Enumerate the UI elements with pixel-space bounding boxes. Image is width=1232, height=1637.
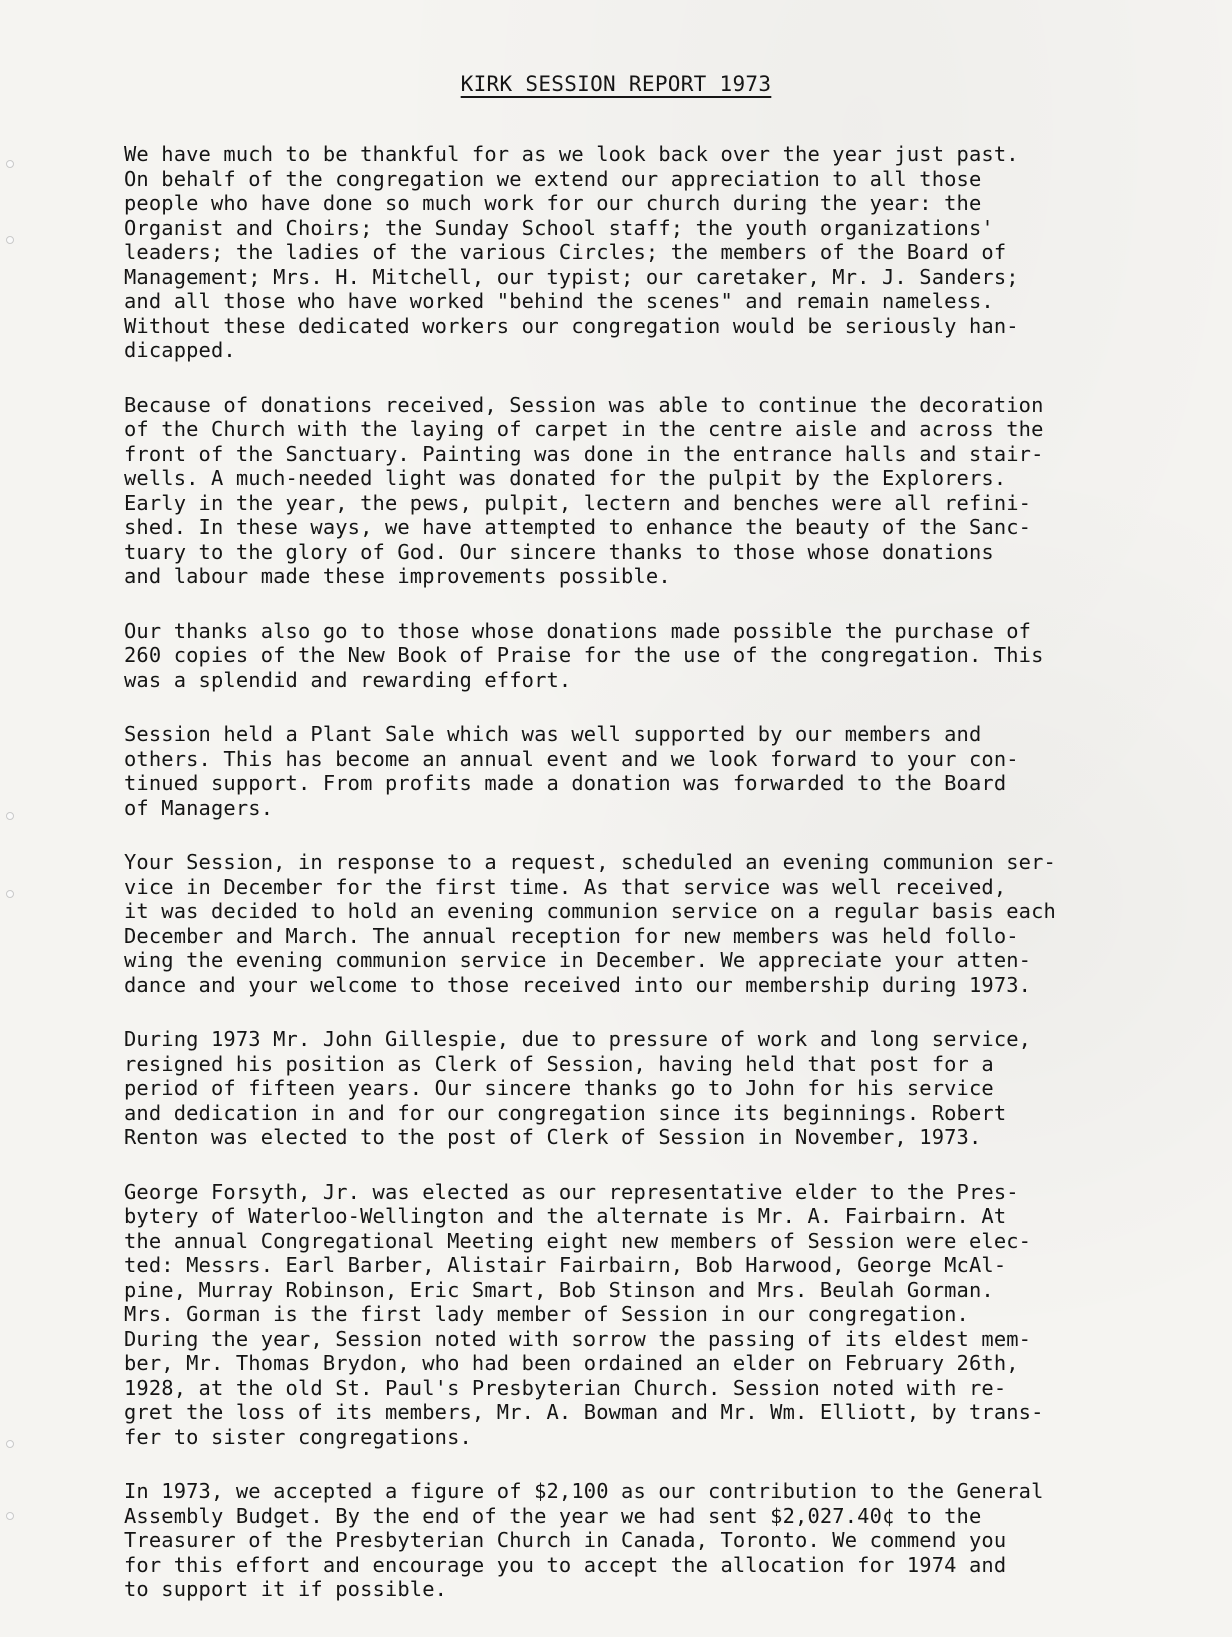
margin-punch-mark [6,160,14,168]
paragraph-line: Our thanks also go to those whose donations made possible the purchase of [124,618,1032,643]
report-paragraph [124,393,1124,589]
paragraph-line: fer to sister congregations. [124,1424,472,1449]
margin-punch-mark [6,1440,14,1448]
document-title: KIRK SESSION REPORT 1973 [460,72,772,96]
paragraph-line: others. This has become an annual event and we look forward to your con- [124,746,1019,771]
paragraph-line: 260 copies of the New Book of Praise for the use of the congregation. This [124,643,1044,667]
paragraph-line: for this effort and encourage you to accept the allocation for 1974 and [124,1552,1007,1577]
paragraph-line: During the year, Session noted with sorrow the passing of its eldest mem- [124,1326,1032,1351]
margin-punch-mark [6,1512,14,1520]
paragraph-line: dance and your welcome to those received into our membership during 1973. [124,972,1032,997]
margin-punch-mark [6,890,14,898]
paragraph-line: tuary to the glory of God. Our sincere thanks to those whose donations [124,539,994,564]
paragraph-line: wing the evening communion service in December. We appreciate your atten- [124,948,1032,972]
paragraph-line: leaders; the ladies of the various Circles; the members of the Board of [124,240,1007,264]
paragraph-line: Session held a Plant Sale which was well supported by our members and [124,722,982,746]
paragraph-line: period of fifteen years. Our sincere thanks go to John for his service [124,1076,994,1100]
paragraph-line: Without these dedicated workers our congregation would be seriously han- [124,313,1019,338]
paragraph-line: front of the Sanctuary. Painting was done in the entrance halls and stair- [124,441,1044,466]
paragraph-line: to support it if possible. [124,1577,448,1601]
paragraph-line: and dedication in and for our congregation since its beginnings. Robert [124,1100,1007,1125]
report-paragraph [124,850,1124,997]
paragraph-line: George Forsyth, Jr. was elected as our representative elder to the Pres- [124,1179,1019,1204]
paragraph-line: of the Church with the laying of carpet in the centre aisle and across the [124,417,1044,441]
paragraph-line: We have much to be thankful for as we look back over the year just past. [124,142,1019,166]
paragraph-line: wells. A much-needed light was donated for the pulpit by the Explorers. [124,466,1007,490]
paragraph-line: Because of donations received, Session was able to continue the decoration [124,392,1044,417]
paragraph-line: Early in the year, the pews, pulpit, lectern and benches were all refini- [124,490,1032,515]
paragraph-line: pine, Murray Robinson, Eric Smart, Bob Stinson and Mrs. Beulah Gorman. [124,1277,994,1302]
report-body [124,142,1124,1632]
report-paragraph [124,619,1124,693]
report-paragraph [124,722,1124,820]
paragraph-line: Renton was elected to the post of Clerk of Session in November, 1973. [124,1125,982,1149]
paragraph-line: the annual Congregational Meeting eight new members of Session were elec- [124,1228,1032,1253]
paragraph-line: was a splendid and rewarding effort. [124,667,572,692]
document-title-wrap [0,72,1232,96]
margin-punch-mark [6,236,14,244]
paragraph-line: vice in December for the first time. As that service was well received, [124,874,1007,899]
paragraph-line: it was decided to hold an evening communion service on a regular basis each [124,899,1056,923]
paragraph-line: Assembly Budget. By the end of the year we had sent $2,027.40¢ to the [124,1503,982,1528]
paragraph-line: Mrs. Gorman is the first lady member of Session in our congregation. [124,1302,969,1326]
report-paragraph [124,142,1124,363]
report-paragraph [124,1180,1124,1450]
paragraph-line: dicapped. [124,338,236,362]
paragraph-line: Your Session, in response to a request, scheduled an evening communion ser- [124,850,1056,874]
paragraph-line: Management; Mrs. H. Mitchell, our typist; our caretaker, Mr. J. Sanders; [124,264,1019,289]
paragraph-line: ted: Messrs. Earl Barber, Alistair Fairbairn, Bob Harwood, George McAl- [124,1253,1007,1277]
paragraph-line: of Managers. [124,795,274,820]
paragraph-line: ber, Mr. Thomas Brydon, who had been ordained an elder on February 26th, [124,1351,1019,1375]
paragraph-line: and all those who have worked "behind the scenes" and remain nameless. [124,289,994,313]
paragraph-line: resigned his position as Clerk of Session, having held that post for a [124,1051,994,1076]
paragraph-line: bytery of Waterloo-Wellington and the alternate is Mr. A. Fairbairn. At [124,1204,1007,1228]
paragraph-line: tinued support. From profits made a donation was forwarded to the Board [124,771,1007,795]
report-paragraph [124,1479,1124,1602]
paragraph-line: December and March. The annual reception for new members was held follo- [124,923,1019,948]
paragraph-line: During 1973 Mr. John Gillespie, due to pressure of work and long service, [124,1027,1032,1051]
margin-punch-mark [6,812,14,820]
paragraph-line: and labour made these improvements possible. [124,564,671,588]
report-paragraph [124,1027,1124,1150]
paragraph-line: shed. In these ways, we have attempted to enhance the beauty of the Sanc- [124,515,1032,539]
paragraph-line: gret the loss of its members, Mr. A. Bowman and Mr. Wm. Elliott, by trans- [124,1400,1044,1424]
paragraph-line: Organist and Choirs; the Sunday School staff; the youth organizations' [124,215,994,240]
paragraph-line: people who have done so much work for our church during the year: the [124,191,982,215]
paragraph-line: Treasurer of the Presbyterian Church in Canada, Toronto. We commend you [124,1528,1007,1552]
paragraph-line: In 1973, we accepted a figure of $2,100 as our contribution to the General [124,1479,1044,1503]
paragraph-line: 1928, at the old St. Paul's Presbyterian Church. Session noted with re- [124,1375,1007,1400]
paragraph-line: On behalf of the congregation we extend our appreciation to all those [124,166,982,191]
